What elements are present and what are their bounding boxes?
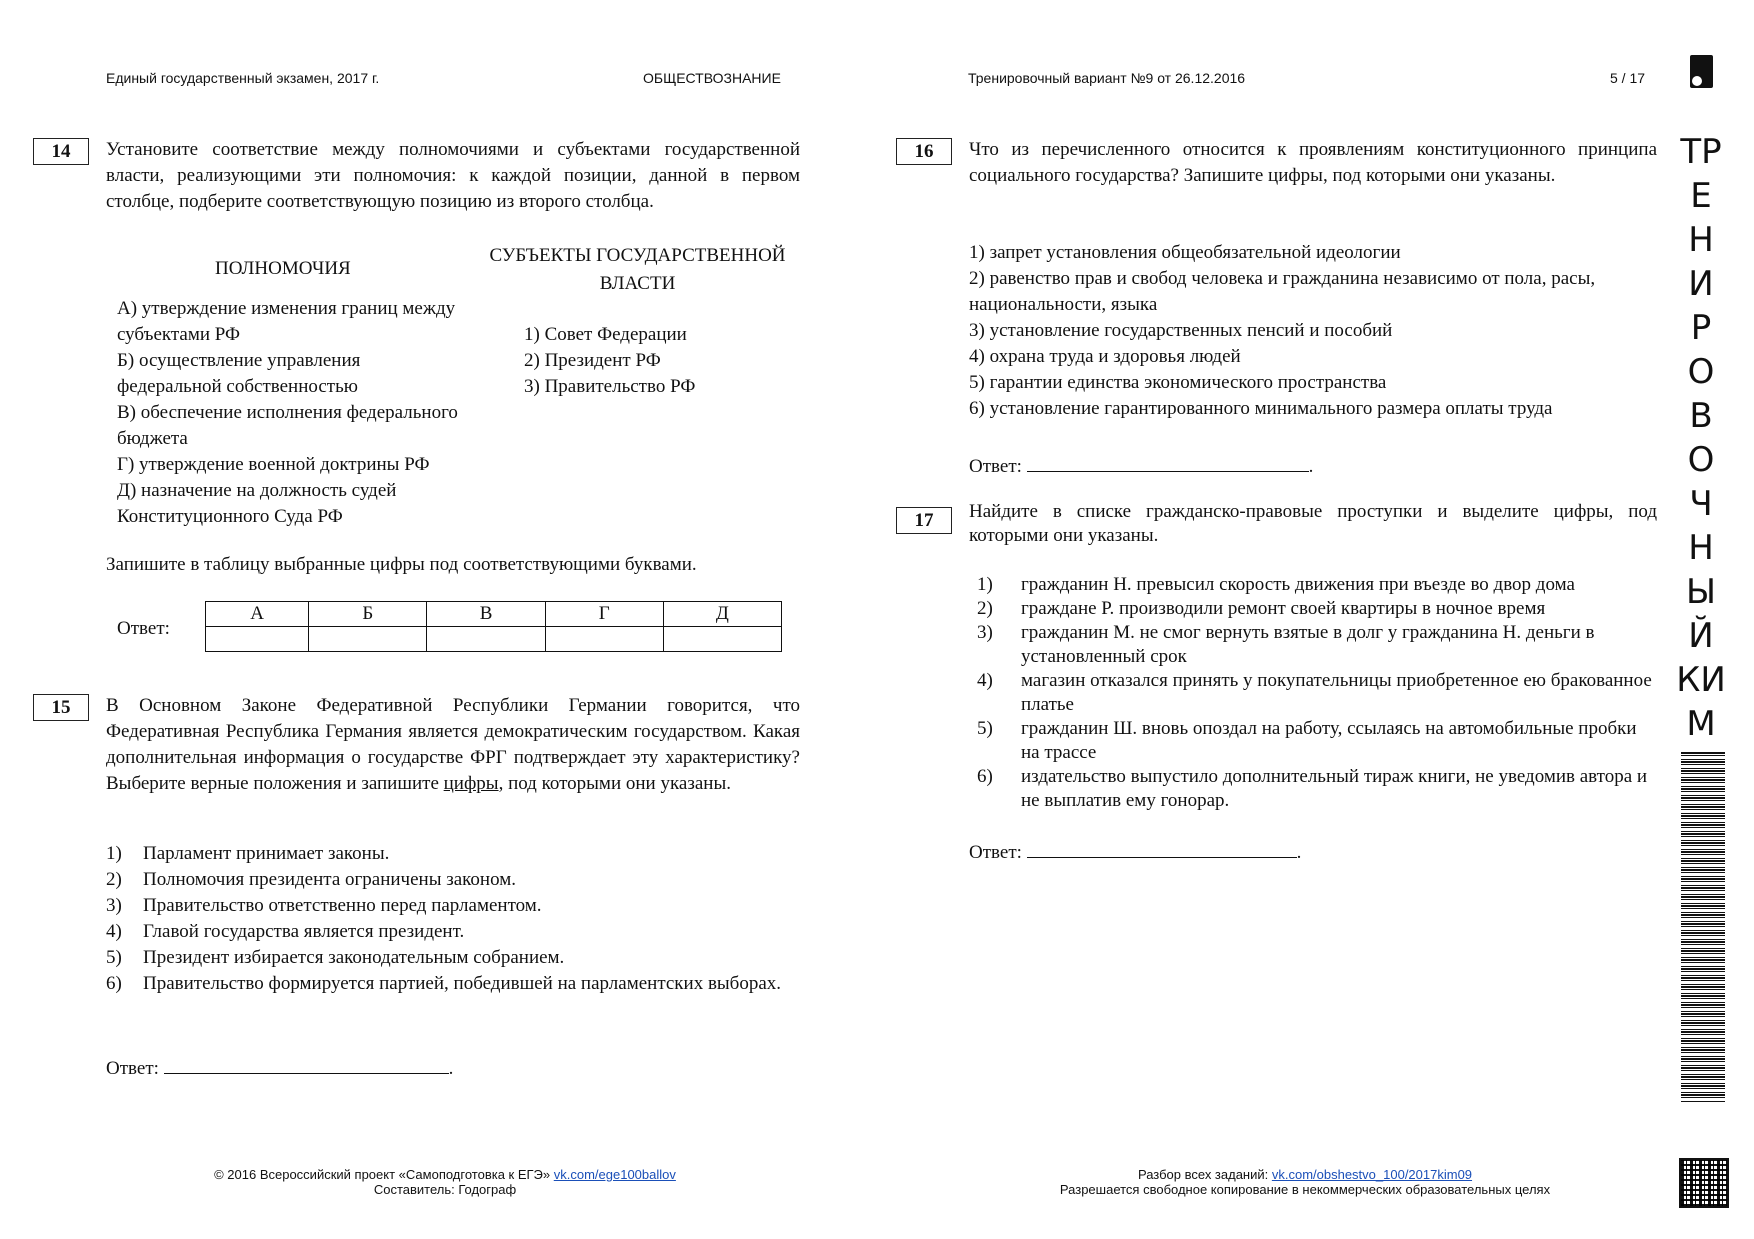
q14-col1-title: ПОЛНОМОЧИЯ bbox=[215, 258, 351, 279]
header-page-number: 5 / 17 bbox=[1610, 70, 1646, 86]
side-letter: К bbox=[1676, 660, 1701, 700]
option-number: 5) bbox=[106, 947, 122, 968]
list-item bbox=[106, 841, 800, 867]
option-number: 3) bbox=[977, 622, 993, 643]
q14-answer-label: Ответ: bbox=[117, 618, 170, 639]
side-letter: Е bbox=[1690, 176, 1712, 216]
option-number: 1) bbox=[106, 843, 122, 864]
q15-answer-label: Ответ: bbox=[106, 1058, 159, 1079]
side-letter-row bbox=[1676, 130, 1726, 174]
side-letter: Й bbox=[1688, 616, 1714, 656]
corner-marker bbox=[1690, 55, 1713, 88]
answer-cell-b[interactable] bbox=[309, 627, 427, 652]
q14-col1-item: Г) утверждение военной доктрины РФ bbox=[117, 454, 430, 475]
side-letter: Н bbox=[1688, 220, 1714, 260]
footer-right-link[interactable]: vk.com/obshestvo_100/2017kim09 bbox=[1271, 1167, 1473, 1182]
option-text: издательство выпустило дополнительный тираж книги, не уведомив автора и не выплатив ему гонорар. bbox=[1021, 766, 1648, 811]
q14-text: Установите соответствие между полномочиями и субъектами государственной власти, реализующими эти полномочия: к каждой позиции, данной в первом столбце, подберите соответствующую позицию из второго столбца. bbox=[106, 139, 800, 212]
header-variant: Тренировочный вариант №9 от 26.12.2016 bbox=[968, 70, 1246, 86]
option-number: 2) bbox=[977, 598, 993, 619]
footer-author: Составитель: Годограф bbox=[373, 1182, 517, 1197]
answer-table-header: А bbox=[206, 602, 309, 627]
side-letter: Р bbox=[1701, 132, 1722, 172]
footer-analysis bbox=[1000, 1167, 1610, 1182]
list-item bbox=[106, 971, 800, 997]
side-letter: Н bbox=[1688, 528, 1714, 568]
q15-options bbox=[106, 841, 800, 997]
list-item bbox=[977, 597, 1657, 621]
answer-table-header: Д bbox=[663, 602, 781, 627]
list-item bbox=[977, 573, 1657, 597]
q15-answer-field[interactable] bbox=[164, 1053, 449, 1074]
list-item: 5) гарантии единства экономического пространства bbox=[969, 372, 1387, 393]
q14-col2-title: СУБЪЕКТЫ ГОСУДАРСТВЕННОЙ ВЛАСТИ bbox=[489, 245, 786, 294]
q14-col2-item: 3) Правительство РФ bbox=[524, 376, 696, 397]
option-number: 2) bbox=[106, 869, 122, 890]
option-number: 1) bbox=[977, 574, 993, 595]
q17-options bbox=[977, 573, 1657, 813]
question-number-14: 14 bbox=[33, 138, 89, 165]
q17-answer-label: Ответ: bbox=[969, 842, 1022, 863]
qr-code bbox=[1679, 1158, 1729, 1208]
list-item: 6) установление гарантированного минимального размера оплаты труда bbox=[969, 398, 1553, 419]
footer-copyright-text: © 2016 Всероссийский проект «Самоподготовка к ЕГЭ» bbox=[214, 1167, 554, 1182]
question-number-16: 16 bbox=[896, 138, 952, 165]
option-text: гражданин М. не смог вернуть взятые в долг у гражданина Н. деньги в установленный срок bbox=[1021, 622, 1595, 667]
q15-text-underlined: цифры bbox=[443, 773, 499, 794]
list-item: 2) равенство прав и свобод человека и гражданина независимо от пола, расы, национальности, языка bbox=[969, 268, 1596, 315]
list-item: 4) охрана труда и здоровья людей bbox=[969, 346, 1241, 367]
footer-note: Разрешается свободное копирование в некоммерческих образовательных целях bbox=[1059, 1182, 1551, 1197]
option-number: 4) bbox=[106, 921, 122, 942]
footer-left-link[interactable]: vk.com/ege100ballov bbox=[553, 1167, 676, 1182]
option-text: Правительство формируется партией, победившей на парламентских выборах. bbox=[143, 973, 782, 994]
list-item bbox=[106, 945, 800, 971]
q14-col2-list bbox=[524, 322, 695, 400]
option-number: 6) bbox=[977, 766, 993, 787]
answer-cell-v[interactable] bbox=[427, 627, 545, 652]
answer-cell-d[interactable] bbox=[663, 627, 781, 652]
side-letter: М bbox=[1686, 704, 1716, 744]
question-number-17: 17 bbox=[896, 507, 952, 534]
option-text: Главой государства является президент. bbox=[143, 921, 465, 942]
header-subject: ОБЩЕСТВОЗНАНИЕ bbox=[643, 70, 781, 86]
option-text: Парламент принимает законы. bbox=[143, 843, 390, 864]
footer-analysis-label: Разбор всех заданий: bbox=[1137, 1167, 1272, 1182]
option-number: 3) bbox=[106, 895, 122, 916]
option-text: магазин отказался принять у покупательницы приобретенное ею бракованное платье bbox=[1021, 670, 1652, 715]
option-number: 5) bbox=[977, 718, 993, 739]
list-item bbox=[977, 717, 1657, 765]
side-watermark bbox=[1676, 130, 1726, 746]
q15-text bbox=[106, 693, 800, 797]
q14-col1-item: А) утверждение изменения границ между субъектами РФ bbox=[117, 298, 456, 345]
side-letter: И bbox=[1700, 660, 1726, 700]
q15-answer: Ответ: . bbox=[106, 1053, 453, 1082]
q17-answer-field[interactable] bbox=[1027, 837, 1297, 858]
footer-copyright bbox=[150, 1167, 740, 1182]
answer-table-header: В bbox=[427, 602, 545, 627]
q14-answer-table bbox=[205, 601, 782, 652]
answer-table-header: Б bbox=[309, 602, 427, 627]
footer-left bbox=[150, 1167, 740, 1197]
q16-text: Что из перечисленного относится к проявлениям конституционного принципа социального государства? Запишите цифры, под которыми они указаны. bbox=[969, 139, 1657, 186]
option-text: гражданин Ш. вновь опоздал на работу, ссылаясь на автомобильные пробки на трассе bbox=[1021, 718, 1637, 763]
answer-cell-a[interactable] bbox=[206, 627, 309, 652]
option-text: Правительство ответственно перед парламентом. bbox=[143, 895, 542, 916]
q14-col1-item: Б) осуществление управления федеральной собственностью bbox=[117, 350, 361, 397]
barcode bbox=[1681, 752, 1725, 1102]
list-item bbox=[977, 621, 1657, 669]
side-letter: О bbox=[1687, 440, 1715, 480]
list-item bbox=[977, 669, 1657, 717]
q15-text-main: В Основном Законе Федеративной Республики Германии говорится, что Федеративная Республика Германия является демократическим государством. Какая дополнительная информация о государстве ФРГ подтверждает эту характеристику? Выберите верные положения и запишите bbox=[106, 695, 800, 794]
side-letter: Ы bbox=[1686, 572, 1716, 612]
question-number-15: 15 bbox=[33, 694, 89, 721]
list-item bbox=[977, 765, 1657, 813]
q17-answer: Ответ: . bbox=[969, 837, 1301, 866]
option-text: Полномочия президента ограничены законом. bbox=[143, 869, 517, 890]
q16-answer: Ответ: . bbox=[969, 451, 1313, 480]
q17-text: Найдите в списке гражданско-правовые проступки и выделите цифры, под которыми они указаны. bbox=[969, 501, 1657, 546]
q14-col1-item: Д) назначение на должность судей Конституционного Суда РФ bbox=[117, 480, 397, 527]
answer-cell-g[interactable] bbox=[545, 627, 663, 652]
option-text: граждане Р. производили ремонт своей квартиры в ночное время bbox=[1021, 598, 1546, 619]
q14-col2-item: 2) Президент РФ bbox=[524, 350, 661, 371]
q14-col1-item: В) обеспечение исполнения федерального бюджета bbox=[117, 402, 458, 449]
option-number: 6) bbox=[106, 973, 122, 994]
answer-table-header: Г bbox=[545, 602, 663, 627]
list-item bbox=[106, 867, 800, 893]
list-item: 3) установление государственных пенсий и пособий bbox=[969, 320, 1393, 341]
q16-answer-field[interactable] bbox=[1027, 451, 1309, 472]
q14-instruction: Запишите в таблицу выбранные цифры под соответствующими буквами. bbox=[106, 554, 697, 575]
side-letter: В bbox=[1689, 396, 1713, 436]
side-letter: Р bbox=[1690, 308, 1712, 348]
side-letter: И bbox=[1688, 264, 1714, 304]
side-letter: Ч bbox=[1689, 484, 1713, 524]
option-number: 4) bbox=[977, 670, 993, 691]
q14-col2-item: 1) Совет Федерации bbox=[524, 324, 687, 345]
q16-answer-label: Ответ: bbox=[969, 456, 1022, 477]
list-item bbox=[106, 919, 800, 945]
side-letter: Т bbox=[1680, 132, 1702, 172]
option-text: гражданин Н. превысил скорость движения при въезде во двор дома bbox=[1021, 574, 1575, 595]
list-item: 1) запрет установления общеобязательной идеологии bbox=[969, 242, 1401, 263]
side-letter-row bbox=[1676, 658, 1726, 702]
list-item bbox=[106, 893, 800, 919]
option-text: Президент избирается законодательным собранием. bbox=[143, 947, 565, 968]
q15-text-end: , под которыми они указаны. bbox=[498, 773, 731, 794]
header-exam-title: Единый государственный экзамен, 2017 г. bbox=[106, 70, 380, 86]
q14-col1-list bbox=[117, 296, 467, 530]
footer-right bbox=[1000, 1167, 1610, 1197]
side-letter: О bbox=[1687, 352, 1715, 392]
q16-options bbox=[969, 240, 1659, 422]
